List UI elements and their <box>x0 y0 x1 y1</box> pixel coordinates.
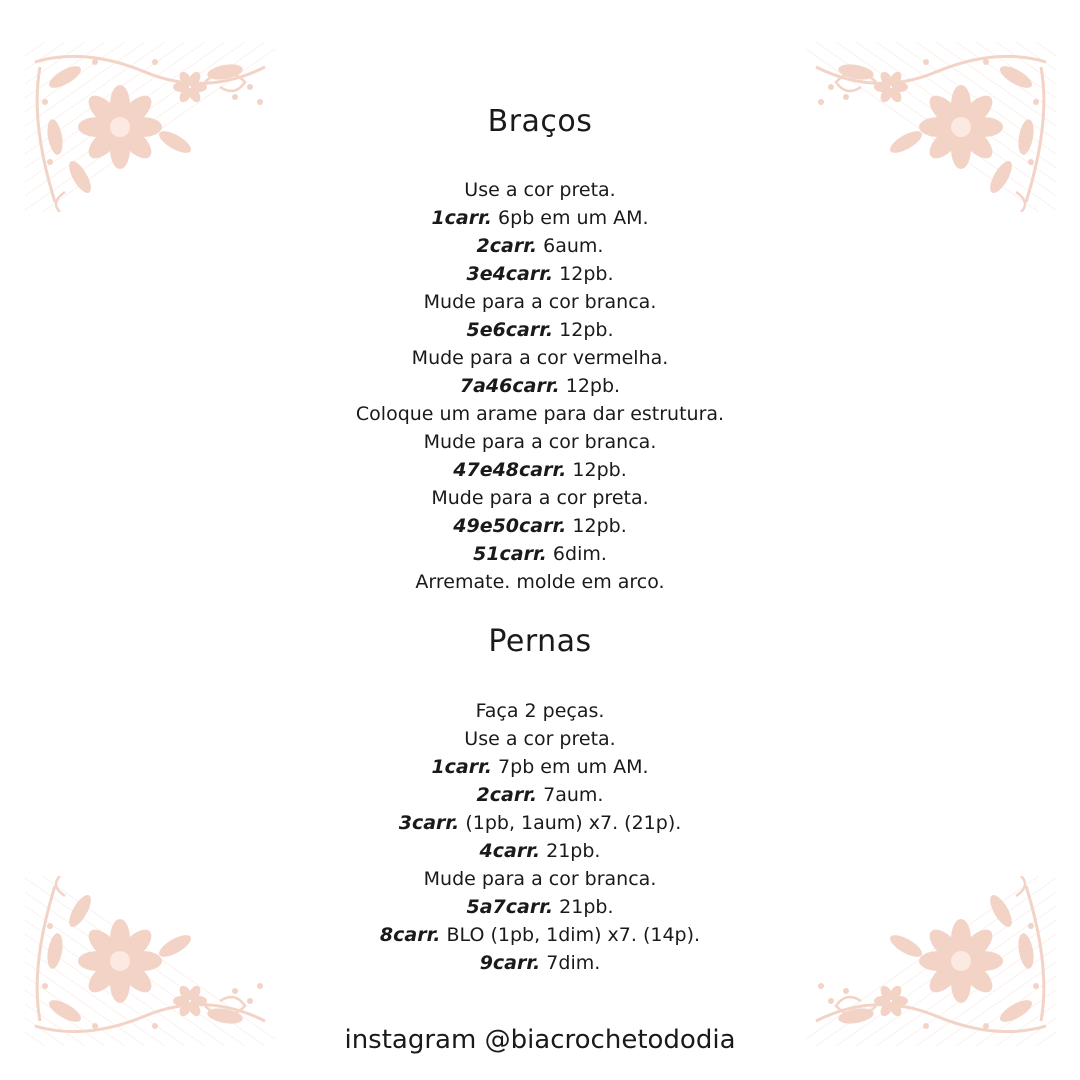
instruction-text: 12pb. <box>553 263 614 285</box>
instruction-line <box>0 893 1080 921</box>
instruction-text: 6dim. <box>546 543 607 565</box>
instruction-line <box>0 456 1080 484</box>
round-label: 9carr. <box>479 952 541 974</box>
instruction-text: Mude para a cor branca. <box>423 431 657 453</box>
section-lines-bracos <box>0 176 1080 596</box>
instruction-text: BLO (1pb, 1dim) x7. (14p). <box>440 924 701 946</box>
instruction-line <box>0 344 1080 372</box>
instruction-text: 6aum. <box>537 235 604 257</box>
round-label: 5e6carr. <box>466 319 554 341</box>
round-label: 49e50carr. <box>453 515 567 537</box>
instruction-text: Faça 2 peças. <box>475 700 605 722</box>
round-label: 7a46carr. <box>459 375 560 397</box>
section-title-bracos: Braços <box>487 104 593 139</box>
round-label: 1carr. <box>431 207 492 229</box>
instruction-text: 12pb. <box>566 459 627 481</box>
instruction-line <box>0 697 1080 725</box>
instruction-line <box>0 837 1080 865</box>
instruction-text: Coloque um arame para dar estrutura. <box>355 403 725 425</box>
round-label: 5a7carr. <box>466 896 554 918</box>
instruction-text: Mude para a cor branca. <box>423 291 657 313</box>
instruction-line <box>0 753 1080 781</box>
round-label: 3carr. <box>398 812 460 834</box>
instruction-line <box>0 372 1080 400</box>
instruction-text: Use a cor preta. <box>464 728 616 750</box>
instruction-text: Mude para a cor preta. <box>431 487 649 509</box>
instruction-line <box>0 232 1080 260</box>
instruction-line <box>0 484 1080 512</box>
instruction-text: 7dim. <box>540 952 601 974</box>
instruction-line <box>0 809 1080 837</box>
instruction-line <box>0 568 1080 596</box>
round-label: 4carr. <box>479 840 541 862</box>
instruction-line <box>0 725 1080 753</box>
instruction-line <box>0 781 1080 809</box>
instruction-line <box>0 260 1080 288</box>
instruction-line <box>0 176 1080 204</box>
instruction-text: 21pb. <box>540 840 601 862</box>
instruction-line <box>0 316 1080 344</box>
instruction-text: 12pb. <box>566 515 627 537</box>
round-label: 2carr. <box>476 235 538 257</box>
instruction-text: 12pb. <box>559 375 621 397</box>
instruction-line <box>0 400 1080 428</box>
instruction-text: (1pb, 1aum) x7. (21p). <box>459 812 682 834</box>
instruction-line <box>0 540 1080 568</box>
instruction-text: 7aum. <box>537 784 604 806</box>
section-title-pernas: Pernas <box>488 624 592 659</box>
round-label: 47e48carr. <box>453 459 567 481</box>
instruction-text: 7pb em um AM. <box>492 756 649 778</box>
instruction-line <box>0 428 1080 456</box>
instruction-text: 12pb. <box>553 319 614 341</box>
instruction-text: Mude para a cor vermelha. <box>411 347 669 369</box>
instruction-text: Use a cor preta. <box>464 179 616 201</box>
instruction-line <box>0 204 1080 232</box>
instruction-text: Mude para a cor branca. <box>423 868 657 890</box>
round-label: 2carr. <box>476 784 538 806</box>
instagram-handle: instagram @biacrochetododia <box>344 1025 736 1055</box>
instruction-text: 6pb em um AM. <box>492 207 649 229</box>
instruction-line <box>0 288 1080 316</box>
section-lines-pernas <box>0 697 1080 977</box>
round-label: 8carr. <box>379 924 441 946</box>
instruction-line <box>0 949 1080 977</box>
round-label: 1carr. <box>431 756 492 778</box>
round-label: 51carr. <box>473 543 547 565</box>
instruction-line <box>0 865 1080 893</box>
round-label: 3e4carr. <box>466 263 554 285</box>
instruction-line <box>0 921 1080 949</box>
instruction-text: Arremate. molde em arco. <box>415 571 665 593</box>
instruction-text: 21pb. <box>553 896 614 918</box>
instruction-line <box>0 512 1080 540</box>
